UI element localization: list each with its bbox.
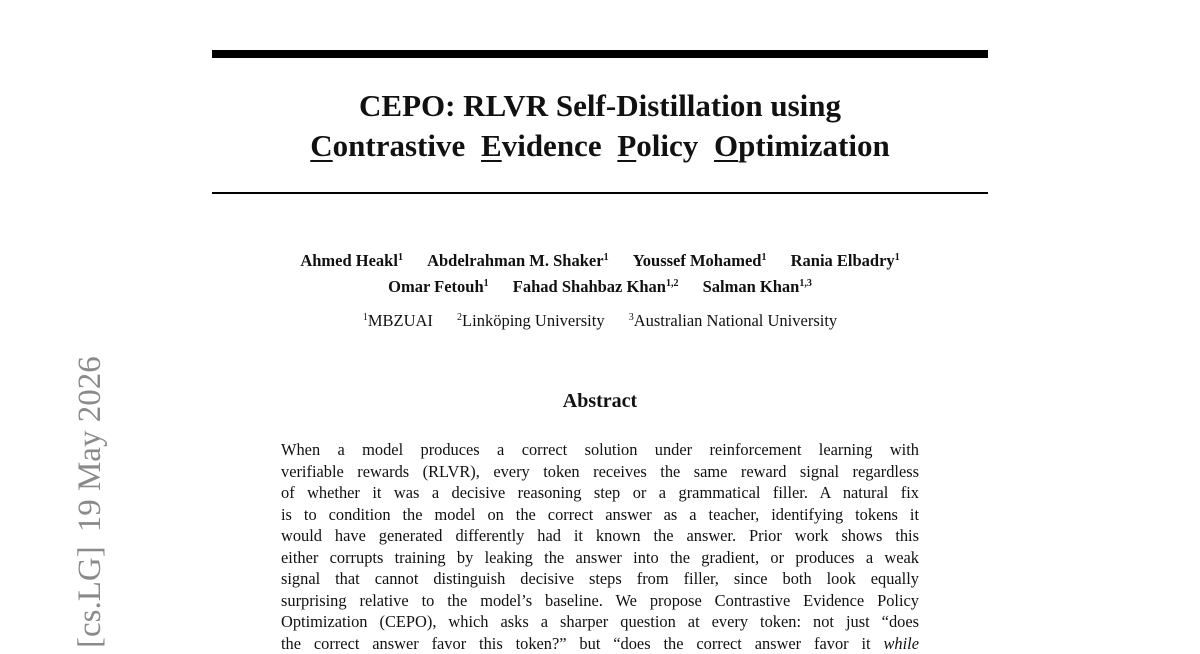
arxiv-date: 19 May 2026 bbox=[72, 356, 108, 532]
abstract-italic: while bbox=[883, 634, 919, 653]
affiliation: $^1$MBZUAI bbox=[363, 310, 433, 332]
abstract-line: is to condition the model on the correct answer as a teacher, identifying tokens it bbox=[281, 504, 919, 526]
paper-title bbox=[212, 86, 988, 166]
arxiv-category: [cs.LG] bbox=[72, 546, 108, 648]
title-word: Policy bbox=[617, 126, 698, 166]
affiliations bbox=[150, 310, 1050, 332]
author: Abdelrahman M. Shaker$^1$ bbox=[427, 248, 608, 274]
affiliation: $^2$Linköping University bbox=[457, 310, 605, 332]
abstract-line: would have generated differently had it known the answer. Prior work shows this bbox=[281, 525, 919, 547]
author-row bbox=[150, 274, 1050, 300]
abstract-line: surprising relative to the model’s baseline. We propose Contrastive Evidence Policy bbox=[281, 590, 919, 612]
author-row bbox=[150, 248, 1050, 274]
top-rule bbox=[212, 50, 988, 58]
abstract-line: When a model produces a correct solution under reinforcement learning with bbox=[281, 439, 919, 461]
arxiv-side-stamp bbox=[72, 342, 108, 648]
title-word: Optimization bbox=[714, 126, 890, 166]
abstract-body bbox=[281, 439, 919, 654]
abstract-line: the correct answer favor this token?” but “does the correct answer favor it while bbox=[281, 633, 919, 654]
author: Youssef Mohamed$^1$ bbox=[633, 248, 767, 274]
title-bottom-rule bbox=[212, 192, 988, 194]
abstract-line: verifiable rewards (RLVR), every token receives the same reward signal regardless bbox=[281, 461, 919, 483]
author: Fahad Shahbaz Khan$^{1,2}$ bbox=[513, 274, 679, 300]
author: Salman Khan$^{1,3}$ bbox=[703, 274, 812, 300]
title-line-2 bbox=[212, 126, 988, 166]
affiliation: $^3$Australian National University bbox=[629, 310, 837, 332]
abstract-heading: Abstract bbox=[212, 388, 988, 414]
title-word: Evidence bbox=[481, 126, 602, 166]
abstract-line: either corrupts training by leaking the answer into the gradient, or produces a weak bbox=[281, 547, 919, 569]
title-line-1: CEPO: RLVR Self-Distillation using bbox=[212, 86, 988, 126]
author: Ahmed Heakl$^1$ bbox=[300, 248, 403, 274]
abstract-line: signal that cannot distinguish decisive steps from filler, since both look equally bbox=[281, 568, 919, 590]
title-word: Contrastive bbox=[310, 126, 465, 166]
author-list bbox=[150, 248, 1050, 300]
abstract-line: of whether it was a decisive reasoning step or a grammatical filler. A natural fix bbox=[281, 482, 919, 504]
author: Omar Fetouh$^1$ bbox=[388, 274, 488, 300]
author: Rania Elbadry$^1$ bbox=[791, 248, 900, 274]
abstract-line: Optimization (CEPO), which asks a sharper question at every token: not just “does bbox=[281, 611, 919, 633]
